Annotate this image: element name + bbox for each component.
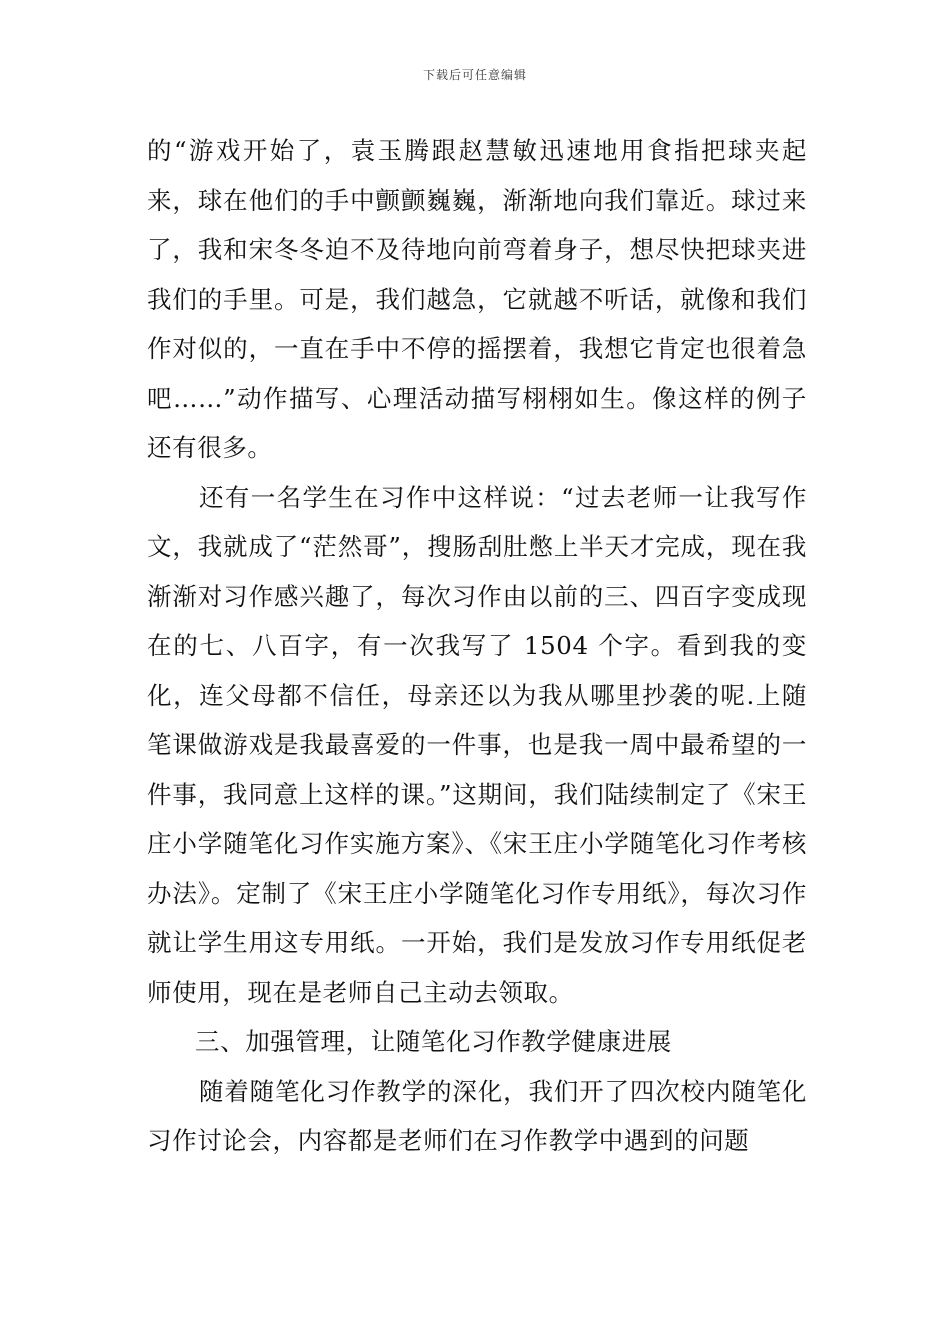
paragraph-continued: 的“游戏开始了，袁玉腾跟赵慧敏迅速地用食指把球夹起来，球在他们的手中颤颤巍巍，渐渐地向我们靠近。球过来了，我和宋冬冬迫不及待地向前弯着身子，想尽快把球夹进我们的手里。可是，我们越急，它就越不听话，就像和我们作对似的，一直在手中不停的摇摆着，我想它肯定也很着急吧……”动作描写、心理活动描写栩栩如生。像这样的例子还有很多。 <box>147 136 807 462</box>
page-header-note: 下载后可任意编辑 <box>422 68 527 82</box>
paragraph-student-quote: 还有一名学生在习作中这样说：“过去老师一让我写作文，我就成了“茫然哥”，搜肠刮肚憋上半天才完成，现在我渐渐对习作感兴趣了，每次习作由以前的三、四百字变成现在的七、八百字，有一次我写了 1504 个字。看到我的变化，连父母都不信任，母亲还以为我从哪里抄袭的呢.上随笔课做游戏是我最喜爱的一件事，也是我一周中最希望的一件事，我同意上这样的课。”这期间，我们陆续制定了《宋王庄小学随笔化习作实施方案》、《宋王庄小学随笔化习作考核办法》。定制了《宋王庄小学随笔化习作专用纸》，每次习作就让学生用这专用纸。一开始，我们是发放习作专用纸促老师使用，现在是老师自己主动去领取。 <box>147 482 807 1007</box>
paragraph-discussion: 随着随笔化习作教学的深化，我们开了四次校内随笔化习作讨论会，内容都是老师们在习作教学中遇到的问题 <box>147 1076 807 1155</box>
section-heading: 三、加强管理，让随笔化习作教学健康进展 <box>195 1027 672 1056</box>
document-body <box>147 126 807 1166</box>
